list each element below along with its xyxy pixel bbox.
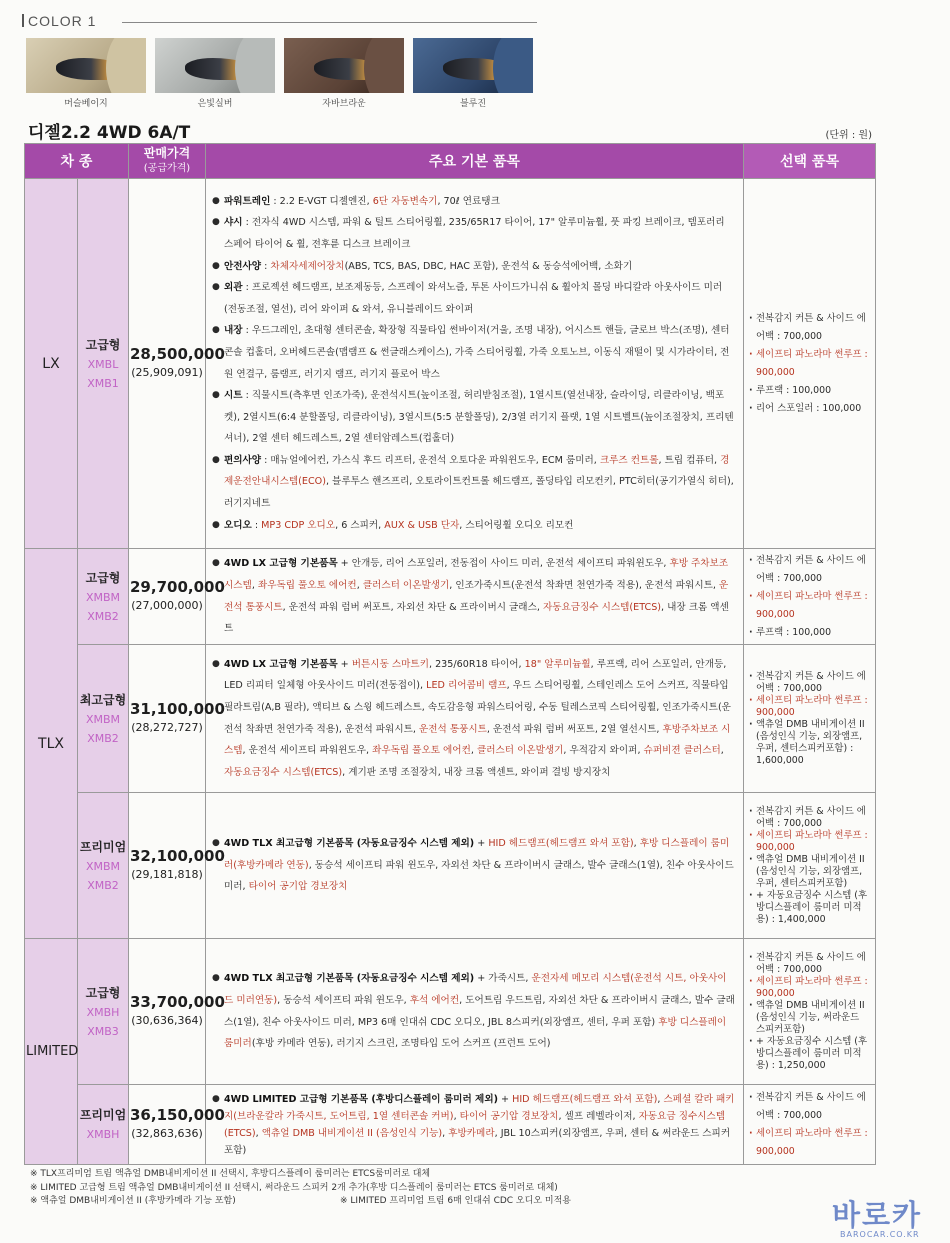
price-table xyxy=(24,143,876,1165)
price-cell: 32,100,000 (29,181,818) xyxy=(129,793,206,939)
table-row xyxy=(25,179,876,549)
grade-cell: 최고급형 XMBM XMB2 xyxy=(78,645,129,793)
table-row xyxy=(25,549,876,645)
features-cell: ● 4WD LX 고급형 기본품목 + 버튼시동 스마트키, 235/60R18 타이어, 18" 알루미늄휠, 루프랙, 리어 스포일러, 안개등, LED 리피터 일체형 아웃사이드 미러(전동접이), LED 리어콤비 램프, 우드 스티어링휠, 스테인레스 도어 스커프, 직물타입 필라트림(A,B 필라), 액티브 & 스윙 헤드레스트, 속도감응형 파워스티어링, 수동 틸레스코픽 스티어링휠, 인조가죽시트(운전석 착좌면 천연가죽 적용), 운전석 파워시트, 운전석 통풍시트, 운전석 파워 럼버 써포트, 2열 열선시트, 후방주차보조 시스템, 운전석 세이프티 파워윈도우, 좌우독립 풀오토 에어컨, 클러스터 이온발생기, 우적감지 와이퍼, 슈퍼비젼 클러스터, 자동요금징수 시스템(ETCS), 계기판 조명 조절장치, 내장 크롬 액센트, 와이퍼 결빙 방지장치 xyxy=(206,645,744,793)
options-cell: · 전복감지 커튼 & 사이드 에어백 : 700,000 · 세이프티 파노라마 썬루프 : 900,000 · 루프랙 : 100,000 xyxy=(744,549,876,645)
features-cell: ● 4WD TLX 최고급형 기본품목 (자동요금징수 시스템 제외) + 가죽시트, 운전자세 메모리 시스템(운전석 시트, 아웃사이드 미러연동), 동승석 세이프티 파워 윈도우, 후석 에어컨, 도어트림 우드트림, 자외선 차단 & 프라이버시 글래스, 발수 글래스(1열), 친수 아웃사이드 미러, MP3 6매 인대쉬 CDC 오디오, JBL 8스피커(외장앰프, 센터, 우퍼 포함) 후방 디스플레이 룸미러(후방 카메라 연동), 러기지 스크린, 조명타입 도어 스커프 (프런트 도어) xyxy=(206,939,744,1085)
header-features: 주요 기본 품목 xyxy=(206,144,744,179)
price-cell: 29,700,000 (27,000,000) xyxy=(129,549,206,645)
price-cell: 36,150,000 (32,863,636) xyxy=(129,1085,206,1165)
grade-cell: 고급형 XMBM XMB2 xyxy=(78,549,129,645)
footnote: ※ LIMITED 프리미엄 트림 6매 인대쉬 CDC 오디오 미적용 xyxy=(340,1196,571,1206)
options-cell: · 전복감지 커튼 & 사이드 에어백 : 700,000 · 세이프티 파노라마 썬루프 : 900,000 · 액츄얼 DMB 내비게이션 II (음성인식 기능, 써라운드 스피커포함) · + 자동요금징수 시스템 (후방디스플레이 룸미러 미적용) : 1,250,000 xyxy=(744,939,876,1085)
swatch-image xyxy=(26,38,146,93)
table-row xyxy=(25,793,876,939)
category-lx: LX xyxy=(25,179,78,549)
table-row xyxy=(25,645,876,793)
category-tlx: TLX xyxy=(25,549,78,939)
page-title: 디젤2.2 4WD 6A/T xyxy=(28,123,191,143)
table-row xyxy=(25,939,876,1085)
unit-note: (단위 : 원) xyxy=(825,130,872,141)
swatch-label: 자바브라운 xyxy=(322,99,366,109)
swatch-label: 블루진 xyxy=(459,99,487,109)
swatch-label: 머슬베이지 xyxy=(64,99,108,109)
header-price: 판매가격 (공급가격) xyxy=(129,144,206,179)
swatch-image xyxy=(413,38,533,93)
features-cell: ● 4WD TLX 최고급형 기본품목 (자동요금징수 시스템 제외) + HID 헤드램프(헤드램프 와셔 포함), 후방 디스플레이 룸미러(후방카메라 연동), 동승석 세이프티 파워 윈도우, 자외선 차단 & 프라이버시 글래스, 발수 글래스(1열), 친수 아웃사이드 미러, 타이어 공기압 경보장치 xyxy=(206,793,744,939)
grade-cell: 고급형 XMBL XMB1 xyxy=(78,179,129,549)
heading-bar xyxy=(22,14,24,27)
price-cell: 28,500,000 (25,909,091) xyxy=(129,179,206,549)
footnotes xyxy=(30,1168,790,1209)
watermark-logo: 바로카 BAROCAR.CO.KR xyxy=(832,1200,923,1239)
features-cell: ● 4WD LX 고급형 기본품목 + 안개등, 리어 스포일러, 전동접이 사이드 미러, 운전석 세이프티 파워윈도우, 후방 주차보조 시스템, 좌우독립 풀오토 에어컨, 클러스터 이온발생기, 인조가죽시트(운전석 착좌면 천연가죽 적용), 운전석 파워시트, 운전석 통풍시트, 운전석 파워 럼버 써포트, 자외선 차단 & 프라이버시 글래스, 자동요금징수 시스템(ETCS), 내장 크롬 액센트 xyxy=(206,549,744,645)
features-cell: ● 파워트레인 : 2.2 E-VGT 디젤엔진, 6단 자동변속기, 70ℓ 연료탱크 ● 샤시 : 전자식 4WD 시스템, 파워 & 틸트 스티어링휠, 235/65R17 타이어, 17" 알루미늄휠, 풋 파킹 브레이크, 템포러리 스페어 타이어 & 휠, 전후륜 디스크 브레이크 ● 안전사양 : 차체자세제어장치(ABS, TCS, BAS, DBC, HAC 포함), 운전석 & 동승석에어백, 소화기 ● 외관 : 프로젝션 헤드램프, 보조제동등, 스프레이 와셔노즐, 투톤 사이드가니쉬 & 휠아치 몰딩 바디칼라 아웃사이드 미러(전동조절, 열선), 리어 와이퍼 & 와셔, 유니블레이드 와이퍼 ● 내장 : 우드그레인, 초대형 센터콘솔, 확장형 직물타입 썬바이저(거울, 조명 내장), 어시스트 핸들, 글로브 박스(조명), 센터콘솔 컵홀더, 오버헤드콘솔(맵램프 & 썬글래스케이스), 가죽 스티어링휠, 가죽 오토노브, 이동식 재떨이 및 시가라이터, 전원 연결구, 룸램프, 러기지 램프, 러기지 플로어 박스 ● 시트 : 직물시트(측후면 인조가죽), 운전석시트(높이조절, 허리받침조절), 1열시트(열선내장, 슬라이딩, 리클라이닝, 백포켓), 2열시트(6:4 분할폴딩, 리클라이닝), 3열시트(5:5 분할폴딩), 2/3열 러기지 플랫, 1열 시트벨트(높이조절장치, 프리텐셔너), 2열 센터 헤드레스트, 2열 센터암레스트(컵홀더) ● 편의사양 : 매뉴얼에어컨, 가스식 후드 리프터, 운전석 오토다운 파워윈도우, ECM 룸미러, 크루즈 컨트롤, 트립 컴퓨터, 경제운전안내시스템(ECO), 블루투스 핸즈프리, 오토라이트컨트롤 헤드램프, 폴딩타입 리모컨키, PTC히터(공기가열식 히터), 러기지네트 ● 오디오 : MP3 CDP 오디오, 6 스피커, AUX & USB 단자, 스티어링휠 오디오 리모컨 xyxy=(206,179,744,549)
grade-cell: 프리미엄 XMBH xyxy=(78,1085,129,1165)
grade-cell: 고급형 XMBH XMB3 xyxy=(78,939,129,1085)
swatch-image xyxy=(155,38,275,93)
swatch-image xyxy=(284,38,404,93)
header-options: 선택 품목 xyxy=(744,144,876,179)
swatch-1[interactable] xyxy=(26,38,146,109)
header-trim: 차 종 xyxy=(25,144,129,179)
color-swatches xyxy=(26,38,546,110)
heading-rule xyxy=(122,22,537,23)
swatch-4[interactable] xyxy=(413,38,533,109)
features-cell: ● 4WD LIMITED 고급형 기본품목 (후방디스플레이 룸미러 제외) + HID 헤드램프(헤드램프 와셔 포함), 스페셜 칼라 패키지(브라운칼라 가죽시트, 도어트림, 1열 센터콘솔 커버), 타이어 공기압 경보장치, 셀프 레벨라이저, 자동요금 징수시스템(ETCS), 액츄얼 DMB 내비게이션 II (음성인식 기능), 후방카메라, JBL 10스피커(외장앰프, 우퍼, 센터 & 써라운드 스피커 포함) xyxy=(206,1085,744,1165)
table-row xyxy=(25,1085,876,1165)
category-limited: LIMITED xyxy=(25,939,78,1165)
options-cell: · 전복감지 커튼 & 사이드 에어백 : 700,000 · 세이프티 파노라마 썬루프 : 900,000 · 액츄얼 DMB 내비게이션 II (음성인식 기능, 외장앰프, 우퍼, 센터스피커포함) · + 자동요금징수 시스템 (후방디스플레이 룸미러 미적용) : 1,400,000 xyxy=(744,793,876,939)
grade-cell: 프리미엄 XMBM XMB2 xyxy=(78,793,129,939)
swatch-label: 은빛실버 xyxy=(197,99,233,109)
price-cell: 33,700,000 (30,636,364) xyxy=(129,939,206,1085)
footnote: ※ TLX프리미엄 트림 액츄얼 DMB내비게이션 II 선택시, 후방디스플레이 룸미러는 ETCS룸미러로 대체 xyxy=(30,1169,431,1179)
footnote: ※ 액츄얼 DMB내비게이션 II (후방카메라 기능 포함) xyxy=(30,1196,236,1206)
swatch-2[interactable] xyxy=(155,38,275,109)
price-cell: 31,100,000 (28,272,727) xyxy=(129,645,206,793)
footnote: ※ LIMITED 고급형 트림 액츄얼 DMB내비게이션 II 선택시, 써라운드 스피커 2개 추가(후방 디스플레이 룸미러는 ETCS 룸미러로 대체) xyxy=(30,1182,558,1193)
swatch-3[interactable] xyxy=(284,38,404,109)
options-cell: · 전복감지 커튼 & 사이드 에어백 : 700,000 · 세이프티 파노라마 썬루프 : 900,000 xyxy=(744,1085,876,1165)
table-header-row xyxy=(25,144,876,179)
options-cell: · 전복감지 커튼 & 사이드 에어백 : 700,000 · 세이프티 파노라마 썬루프 : 900,000 · 루프랙 : 100,000 · 리어 스포일러 : 100,000 xyxy=(744,179,876,549)
color-section-heading: COLOR 1 xyxy=(22,13,537,29)
options-cell: · 전복감지 커튼 & 사이드 에어백 : 700,000 · 세이프티 파노라마 썬루프 : 900,000 · 액츄얼 DMB 내비게이션 II (음성인식 기능, 외장앰프, 우퍼, 센터스피커포함) : 1,600,000 xyxy=(744,645,876,793)
